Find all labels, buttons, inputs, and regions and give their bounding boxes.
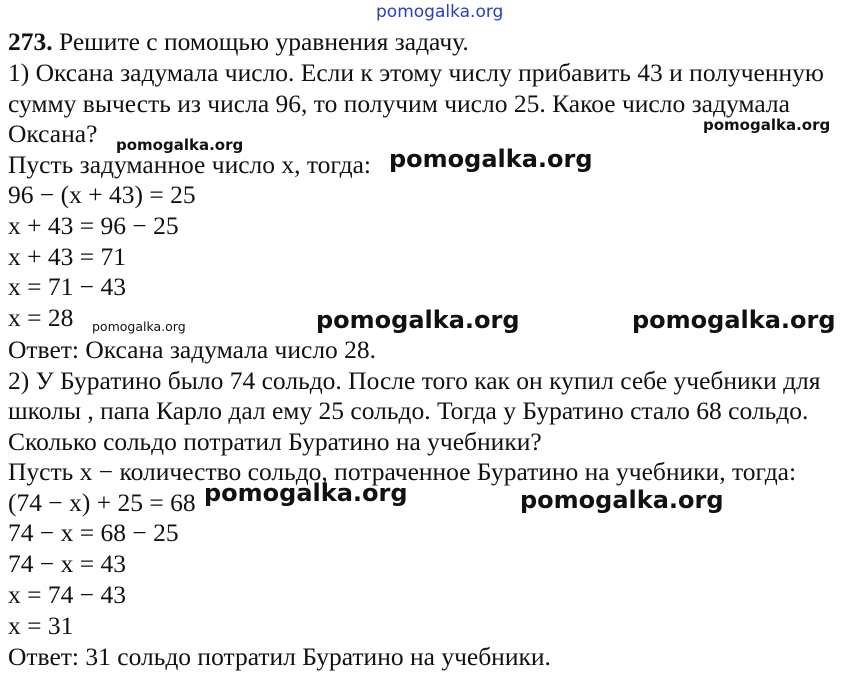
text-line: школы , папа Карло дал ему 25 сольдо. Тогда у Буратино стало 68 сольдо. — [8, 396, 809, 425]
watermark: pomogalka.org — [520, 486, 724, 514]
watermark: pomogalka.org — [204, 479, 408, 507]
text-line: Сколько сольдо потратил Буратино на учебники? — [8, 427, 542, 456]
task-heading — [8, 26, 469, 57]
text-line: Пусть задуманное число x, тогда: — [8, 150, 372, 179]
text-line: 2) У Буратино было 74 сольдо. После того как он купил себе учебники для — [8, 366, 821, 395]
task-title: Решите с помощью уравнения задачу. — [52, 27, 469, 56]
text-line: Пусть x − количество сольдо, потраченное Буратино на учебники, тогда: — [8, 457, 797, 486]
text-line: 1) Оксана задумала число. Если к этому числу прибавить 43 и полученную — [8, 58, 824, 87]
watermark: pomogalka.org — [703, 116, 831, 134]
text-line: сумму вычесть из числа 96, то получим число 25. Какое число задумала — [8, 89, 790, 118]
watermark: pomogalka.org — [92, 319, 186, 334]
equation-line: 74 − x = 68 − 25 — [8, 518, 179, 547]
task-number: 273. — [8, 27, 53, 56]
watermark-top: pomogalka.org — [376, 2, 504, 22]
watermark: pomogalka.org — [116, 136, 244, 154]
answer-line: Ответ: Оксана задумала число 28. — [8, 335, 377, 364]
watermark: pomogalka.org — [632, 306, 836, 334]
text-line: Оксана? — [8, 119, 98, 148]
equation-line: x = 28 — [8, 303, 74, 332]
watermark: pomogalka.org — [316, 306, 520, 334]
equation-line: x = 31 — [8, 611, 74, 640]
answer-line: Ответ: 31 сольдо потратил Буратино на учебники. — [8, 642, 551, 671]
equation-line: 74 − x = 43 — [8, 549, 127, 578]
equation-line: x + 43 = 96 − 25 — [8, 211, 179, 240]
equation-line: 96 − (x + 43) = 25 — [8, 180, 196, 209]
equation-line: (74 − x) + 25 = 68 — [8, 488, 196, 517]
equation-line: x + 43 = 71 — [8, 242, 127, 271]
watermark: pomogalka.org — [389, 145, 593, 173]
equation-line: x = 71 − 43 — [8, 272, 127, 301]
equation-line: x = 74 − 43 — [8, 580, 127, 609]
